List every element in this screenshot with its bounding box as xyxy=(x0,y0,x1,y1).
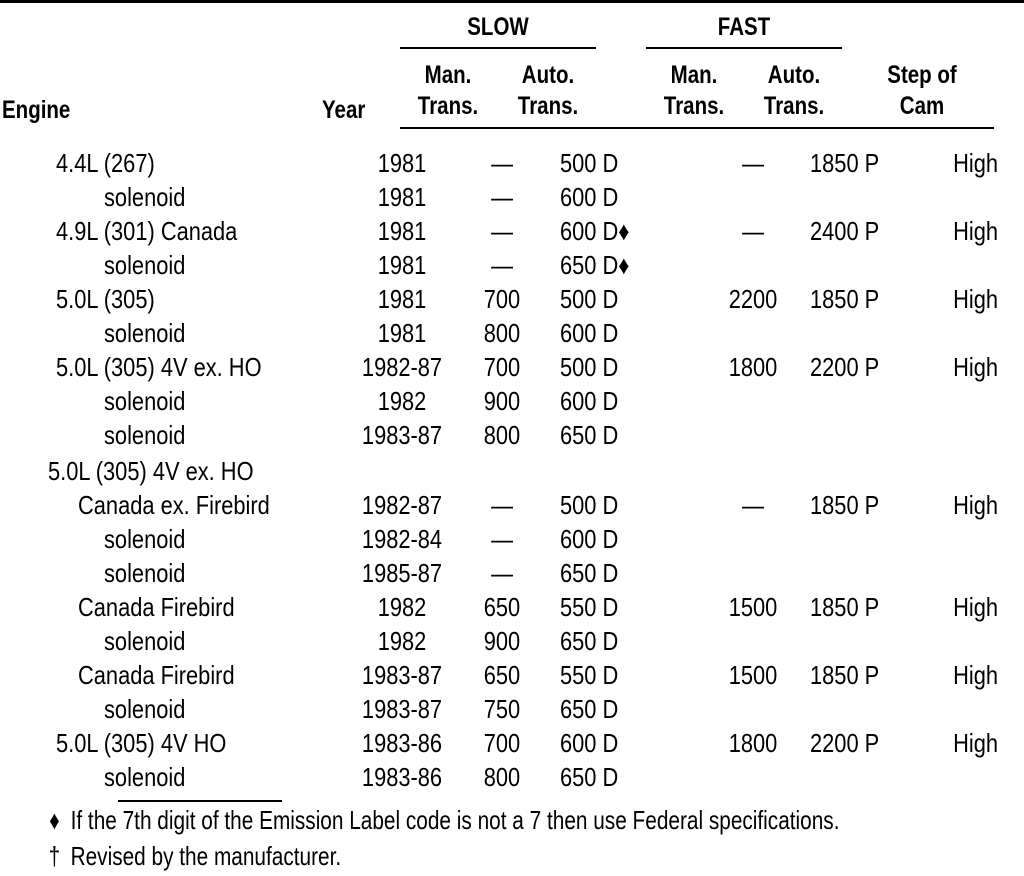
cell-slow-auto: 550 D xyxy=(560,592,619,622)
cell-slow-auto: 600 D xyxy=(560,728,619,758)
cell-slow-man: 700 xyxy=(483,352,521,382)
cell-slow-auto: 600 D xyxy=(560,182,619,212)
cell-year: 1982 xyxy=(377,592,427,622)
cell-slow-man: 800 xyxy=(483,318,521,348)
cell-step: High xyxy=(953,148,998,178)
cell-engine: solenoid xyxy=(104,762,186,792)
cell-year: 1982-87 xyxy=(361,490,443,520)
header-engine: Engine xyxy=(2,96,71,124)
cell-slow-auto: 500 D xyxy=(560,148,619,178)
cell-slow-man: — xyxy=(491,250,513,280)
cell-slow-auto: 650 D xyxy=(560,762,619,792)
footnote-diamond xyxy=(44,804,839,836)
cell-slow-man: — xyxy=(491,524,513,554)
cell-slow-auto: 600 D♦ xyxy=(560,216,630,246)
cell-engine: solenoid xyxy=(104,318,186,348)
header-fast: FAST xyxy=(717,13,771,41)
dagger-symbol: † xyxy=(48,841,61,871)
cell-year: 1983-86 xyxy=(361,762,443,792)
cell-slow-man: 750 xyxy=(483,694,521,724)
cell-fast-auto: 1850 P xyxy=(810,284,880,314)
footnote-dagger-text: Revised by the manufacturer. xyxy=(70,841,342,871)
cell-year: 1983-87 xyxy=(361,420,443,450)
cell-slow-man: 900 xyxy=(483,626,521,656)
header-slow-man-line1: Man. xyxy=(424,61,472,89)
top-rule xyxy=(0,0,1024,3)
cell-engine: Canada Firebird xyxy=(78,592,235,622)
cell-slow-man: 800 xyxy=(483,762,521,792)
cell-step: High xyxy=(953,728,998,758)
cell-year: 1981 xyxy=(377,318,427,348)
cell-year: 1981 xyxy=(377,250,427,280)
cell-fast-auto: 2200 P xyxy=(810,352,880,382)
cell-year: 1982 xyxy=(377,626,427,656)
cell-year: 1981 xyxy=(377,284,427,314)
cell-slow-auto: 650 D xyxy=(560,626,619,656)
cell-engine: solenoid xyxy=(104,420,186,450)
cell-fast-auto: 1850 P xyxy=(810,148,880,178)
cell-engine: 4.9L (301) Canada xyxy=(56,216,238,246)
cell-year: 1983-87 xyxy=(361,660,443,690)
cell-slow-auto: 650 D xyxy=(560,558,619,588)
cell-engine: 5.0L (305) 4V ex. HO xyxy=(48,456,254,486)
cell-fast-man: — xyxy=(742,490,764,520)
fast-group-rule xyxy=(646,47,842,49)
diamond-symbol: ♦ xyxy=(49,805,60,835)
cell-engine: solenoid xyxy=(104,524,186,554)
cell-year: 1983-86 xyxy=(361,728,443,758)
cell-slow-auto: 500 D xyxy=(560,284,619,314)
cell-fast-auto: 2400 P xyxy=(810,216,880,246)
cell-slow-man: 700 xyxy=(483,284,521,314)
cell-slow-auto: 500 D xyxy=(560,490,619,520)
cell-step: High xyxy=(953,490,998,520)
cell-step: High xyxy=(953,216,998,246)
cell-engine: 5.0L (305) 4V ex. HO xyxy=(56,352,262,382)
cell-engine: solenoid xyxy=(104,694,186,724)
footnote-rule xyxy=(118,800,282,802)
cell-fast-auto: 1850 P xyxy=(810,592,880,622)
cell-fast-man: 1500 xyxy=(728,592,778,622)
header-year: Year xyxy=(322,96,366,124)
cell-fast-auto: 1850 P xyxy=(810,490,880,520)
cell-slow-auto: 650 D xyxy=(560,420,619,450)
cell-slow-man: — xyxy=(491,216,513,246)
header-rule xyxy=(400,127,994,129)
cell-year: 1981 xyxy=(377,182,427,212)
header-fast-man-line1: Man. xyxy=(670,61,718,89)
cell-engine: 4.4L (267) xyxy=(56,148,155,178)
cell-year: 1981 xyxy=(377,148,427,178)
cell-engine: solenoid xyxy=(104,386,186,416)
cell-fast-auto: 1850 P xyxy=(810,660,880,690)
cell-fast-auto: 2200 P xyxy=(810,728,880,758)
cell-slow-man: 650 xyxy=(483,660,521,690)
header-slow-man-line2: Trans. xyxy=(417,92,479,120)
cell-year: 1981 xyxy=(377,216,427,246)
cell-slow-man: — xyxy=(491,558,513,588)
cell-fast-man: 2200 xyxy=(728,284,778,314)
cell-slow-man: 700 xyxy=(483,728,521,758)
header-step-line1: Step of xyxy=(887,61,957,89)
cell-engine: solenoid xyxy=(104,626,186,656)
header-fast-auto-line1: Auto. xyxy=(767,61,821,89)
cell-slow-man: — xyxy=(491,148,513,178)
cell-year: 1985-87 xyxy=(361,558,443,588)
cell-engine: Canada Firebird xyxy=(78,660,235,690)
cell-slow-man: — xyxy=(491,182,513,212)
cell-slow-man: 650 xyxy=(483,592,521,622)
cell-fast-man: 1500 xyxy=(728,660,778,690)
cell-engine: Canada ex. Firebird xyxy=(78,490,270,520)
cell-slow-auto: 600 D xyxy=(560,318,619,348)
cell-step: High xyxy=(953,660,998,690)
header-slow-auto-line2: Trans. xyxy=(517,92,579,120)
cell-year: 1982-84 xyxy=(361,524,443,554)
header-slow-auto-line1: Auto. xyxy=(521,61,575,89)
cell-year: 1983-87 xyxy=(361,694,443,724)
cell-slow-man: — xyxy=(491,490,513,520)
cell-year: 1982 xyxy=(377,386,427,416)
header-slow: SLOW xyxy=(467,13,529,41)
cell-year: 1982-87 xyxy=(361,352,443,382)
cell-slow-auto: 600 D xyxy=(560,386,619,416)
cell-engine: 5.0L (305) 4V HO xyxy=(56,728,227,758)
cell-engine: solenoid xyxy=(104,182,186,212)
cell-fast-man: — xyxy=(742,148,764,178)
footnote-diamond-text: If the 7th digit of the Emission Label code is not a 7 then use Federal specifications. xyxy=(70,805,840,835)
cell-slow-auto: 650 D xyxy=(560,694,619,724)
cell-step: High xyxy=(953,284,998,314)
cell-engine: solenoid xyxy=(104,558,186,588)
cell-engine: solenoid xyxy=(104,250,186,280)
header-fast-man-line2: Trans. xyxy=(663,92,725,120)
cell-fast-man: — xyxy=(742,216,764,246)
cell-step: High xyxy=(953,352,998,382)
cell-slow-auto: 650 D♦ xyxy=(560,250,630,280)
cell-slow-man: 800 xyxy=(483,420,521,450)
cell-slow-man: 900 xyxy=(483,386,521,416)
slow-group-rule xyxy=(400,47,596,49)
cell-slow-auto: 550 D xyxy=(560,660,619,690)
header-step-line2: Cam xyxy=(899,92,945,120)
cell-slow-auto: 600 D xyxy=(560,524,619,554)
header-fast-auto-line2: Trans. xyxy=(763,92,825,120)
cell-fast-man: 1800 xyxy=(728,352,778,382)
cell-engine: 5.0L (305) xyxy=(56,284,155,314)
cell-step: High xyxy=(953,592,998,622)
footnote-dagger xyxy=(44,840,341,872)
cell-fast-man: 1800 xyxy=(728,728,778,758)
cell-slow-auto: 500 D xyxy=(560,352,619,382)
